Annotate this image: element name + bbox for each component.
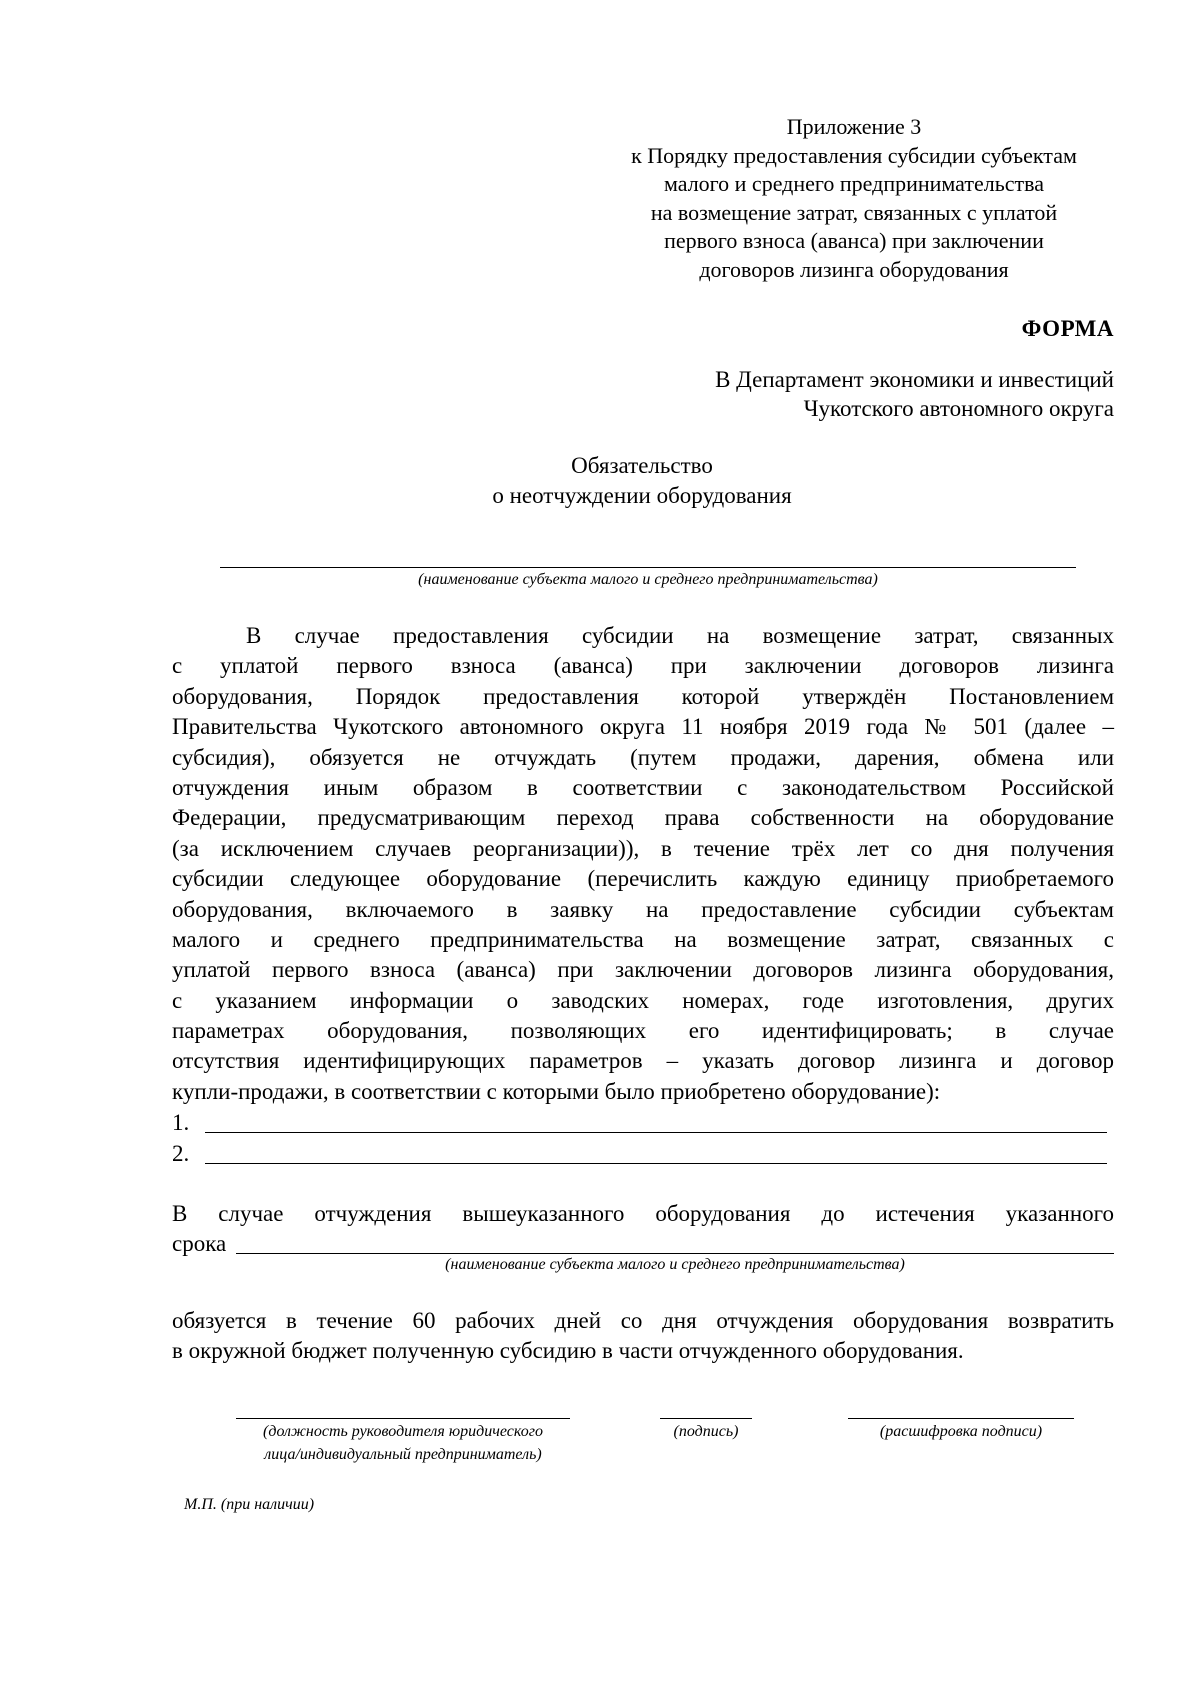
appendix-line: малого и среднего предпринимательства [663,171,1045,196]
addressee-line: В Департамент экономики и инвестиций [715,367,1114,392]
addressee [715,366,1114,423]
signature-field[interactable] [660,1418,752,1419]
paragraph-line: с указанием информации о заводских номерах, годе изготовления, других [172,987,1114,1013]
document-title [170,451,1114,511]
appendix-line: на возмещение затрат, связанных с уплатой [650,199,1058,225]
obligation-paragraph [172,1306,1114,1367]
paragraph-line: (за исключением случаев реорганизации)), в течение трёх лет со дня получения [172,835,1114,861]
alienation-paragraph [172,1199,1114,1229]
item-input-line[interactable] [205,1163,1107,1164]
item-number: 1. [172,1110,190,1135]
position-caption [200,1420,606,1466]
title-line: Обязательство [571,453,713,478]
paragraph-line: купли-продажи, в соответствии с которыми было приобретено оборудование): [172,1078,941,1104]
form-label: ФОРМА [1021,316,1114,341]
paragraph-line: уплатой первого взноса (аванса) при заключении договоров лизинга оборудования, [172,957,1114,983]
appendix-line: Приложение 3 [786,114,922,139]
subject-name-field[interactable] [220,567,1076,568]
paragraph-line: субсидии следующее оборудование (перечислить каждую единицу приобретаемого [172,866,1114,892]
paragraph-line: отчуждения иным образом в соответствии с законодательством Российской [172,774,1114,800]
paragraph-line: обязуется в течение 60 рабочих дней со дня отчуждения оборудования возвратить [172,1308,1114,1333]
alienation-srok: срока [172,1231,227,1256]
paragraph-line: в окружной бюджет полученную субсидию в части отчужденного оборудования. [172,1338,964,1364]
paragraph-line: параметрах оборудования, позволяющих его идентифицировать; в случае [172,1018,1114,1044]
item-number: 2. [172,1141,190,1166]
appendix-header [594,113,1114,284]
decoding-field[interactable] [848,1418,1074,1419]
main-paragraph [172,621,1114,1107]
appendix-line: договоров лизинга оборудования [699,256,1009,282]
caption-line: лица/индивидуальный предприниматель) [264,1446,542,1463]
equipment-item-1[interactable] [172,1108,1114,1138]
paragraph-line: с уплатой первого взноса (аванса) при заключении договоров лизинга [172,653,1114,679]
paragraph-line: субсидия), обязуется не отчуждать (путем продажи, дарения, обмена или [172,744,1114,770]
stamp-label: М.П. (при наличии) [184,1496,315,1513]
paragraph-line: отсутствия идентифицирующих параметров – указать договор лизинга и договор [172,1048,1114,1074]
paragraph-line: В случае отчуждения вышеуказанного оборудования до истечения указанного [172,1201,1114,1226]
appendix-line: первого взноса (аванса) при заключении [664,228,1044,253]
paragraph-line: оборудования, включаемого в заявку на предоставление субсидии субъектам [172,896,1114,922]
caption-line: (должность руководителя юридического [263,1423,543,1440]
equipment-item-2[interactable] [172,1139,1114,1169]
appendix-line: к Порядку предоставления субсидии субъектам [631,142,1077,168]
paragraph-line: В случае предоставления субсидии на возмещение затрат, связанных [246,623,1114,648]
paragraph-line: малого и среднего предпринимательства на возмещение затрат, связанных с [172,926,1114,952]
subject-name-field-2[interactable] [236,1253,1114,1254]
decoding-caption: (расшифровка подписи) [879,1423,1043,1440]
paragraph-line: оборудования, Порядок предоставления которой утверждён Постановлением [172,683,1114,709]
subject-name-caption-2: (наименование субъекта малого и среднего предпринимательства) [445,1256,905,1273]
position-field[interactable] [236,1418,570,1419]
title-line: о неотчуждении оборудования [492,483,792,508]
signature-caption: (подпись) [673,1423,739,1440]
paragraph-line: Федерации, предусматривающим переход права собственности на оборудование [172,805,1114,831]
item-input-line[interactable] [205,1132,1107,1133]
paragraph-line: Правительства Чукотского автономного округа 11 ноября 2019 года № 501 (далее – [172,714,1114,740]
subject-name-caption: (наименование субъекта малого и среднего предпринимательства) [418,571,878,588]
addressee-line: Чукотского автономного округа [803,395,1114,421]
